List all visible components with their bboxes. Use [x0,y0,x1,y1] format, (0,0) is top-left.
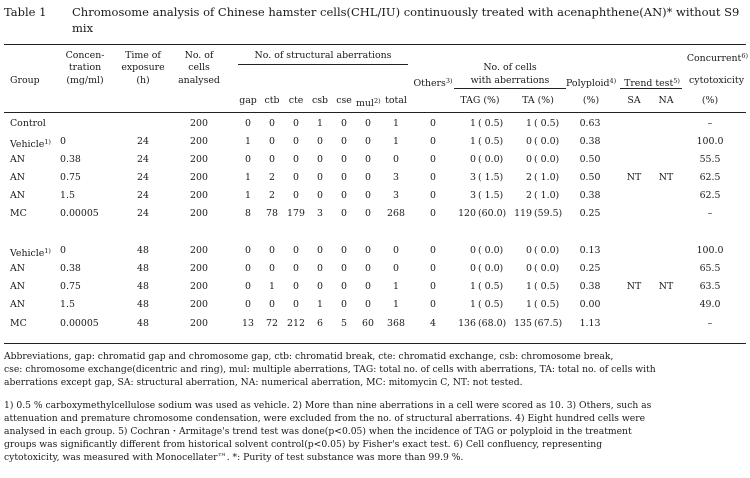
cell-total: 1 [393,299,399,310]
cell-cse: 0 [341,154,347,165]
cell-ta: 0 [526,154,532,165]
cell-ctb: 0 [269,118,275,129]
cell-time: 24 [137,172,149,183]
cell-cells: 200 [190,118,208,129]
table-title: Chromosome analysis of Chinese hamster cells(CHL/IU) continuously treated with acenaphthene(AN)* without S9 mix [72,5,740,35]
cell-cells: 200 [190,172,208,183]
cell-mul: 0 [365,190,371,201]
header-concurrent-3: (%) [701,95,719,106]
cell-ta-pct: ( 1.0) [534,172,560,183]
cell-gap: 0 [245,263,251,274]
cell-group [10,118,46,130]
cell-group [10,281,25,293]
cell-ta-pct: ( 1.0) [534,190,560,201]
header-polyploid [566,75,616,90]
cell-cse: 0 [341,118,347,129]
cell-cte: 0 [293,136,299,147]
header-polyploid-label: Polyploid [566,78,610,89]
cell-tag: 0 [470,263,476,274]
cell-cse: 0 [341,190,347,201]
cell-time: 48 [137,318,149,329]
cell-mul: 0 [365,299,371,310]
cell-total: 368 [387,318,405,329]
cell-cte: 0 [293,245,299,256]
cell-others: 0 [430,245,436,256]
cell-group-label: Control [10,118,46,129]
cell-group-label: AN [10,263,25,274]
footnote-line: analysed in each group. 5) Cochran・Armitage's trend test was done(p<0.05) when the incidence of TAG or polyploid in the treatment [4,426,632,437]
cell-cse: 0 [341,136,347,147]
cell-cells: 200 [190,281,208,292]
cell-ta: 2 [526,190,532,201]
cell-ta: 1 [526,118,532,129]
cell-ta-pct: ( 0.0) [534,263,560,274]
header-trend-label: Trend test [624,78,674,89]
cell-total: 0 [393,154,399,165]
cell-cells: 200 [190,190,208,201]
cell-gap: 1 [245,136,251,147]
cell-total: 1 [393,118,399,129]
cell-mul: 0 [365,136,371,147]
cell-tag-pct: ( 0.0) [478,154,504,165]
cell-conc: 0.75 [60,172,81,183]
cell-sa: NT [626,281,642,292]
cell-tag: 1 [470,299,476,310]
cell-poly: 0.38 [579,136,601,147]
header-csb: csb [311,95,329,106]
header-conc-2: tration [68,62,102,73]
cell-ctb: 1 [269,281,275,292]
cell-csb: 0 [317,136,323,147]
cell-csb: 0 [317,172,323,183]
header-total: total [385,95,407,106]
cell-ta-pct: (59.5) [534,208,563,219]
cell-poly: 0.50 [579,172,601,183]
cell-poly: 1.13 [579,318,601,329]
cell-cells: 200 [190,136,208,147]
cell-mul: 0 [365,263,371,274]
cell-ctb: 2 [269,190,275,201]
cell-cse: 0 [341,208,347,219]
cell-ta: 119 [514,208,532,219]
cell-conc: 0 [60,136,66,147]
cell-tag: 136 [458,318,476,329]
cell-ta-pct: ( 0.5) [534,118,560,129]
cell-tag-pct: ( 0.5) [478,118,504,129]
footnote-line: groups was significantly different from historical solvent control(p<0.05) by Fisher's exact test. 6) Cell confluency, representing [4,439,603,450]
cell-time: 48 [137,245,149,256]
cell-group-label: AN [10,154,25,165]
cell-cse: 0 [341,281,347,292]
cell-cyto: – [707,318,713,329]
cell-conc: 0.38 [60,154,81,165]
cell-cse: 5 [341,318,347,329]
cell-cells: 200 [190,318,208,329]
cell-cyto: 63.5 [699,281,721,292]
cell-ta-pct: ( 0.0) [534,136,560,147]
header-others-sup: 3) [445,77,453,85]
cell-ta-pct: ( 0.0) [534,245,560,256]
cell-csb: 3 [317,208,323,219]
cell-time: 24 [137,190,149,201]
cell-tag-pct: ( 0.5) [478,299,504,310]
cell-gap: 0 [245,299,251,310]
cell-cte: 0 [293,281,299,292]
cell-poly: 0.25 [579,263,601,274]
cell-time: 48 [137,263,149,274]
cell-tag: 0 [470,154,476,165]
cell-conc: 0.00005 [60,318,99,329]
cell-gap: 1 [245,190,251,201]
header-concurrent-sup: 6) [741,52,748,60]
cell-ctb: 0 [269,299,275,310]
footnote-line: 1) 0.5 % carboxymethylcellulose sodium was used as vehicle. 2) More than nine aberrations in a cell were scored as 10. 3) Others, such as [4,400,652,411]
cell-ta: 2 [526,172,532,183]
cell-group-label: AN [10,190,25,201]
cell-tag: 3 [470,172,476,183]
cell-cse: 0 [341,299,347,310]
cell-others: 0 [430,154,436,165]
cell-ctb: 2 [269,172,275,183]
header-structural-underline [238,64,408,65]
cell-group [10,318,27,330]
cell-cte: 179 [287,208,305,219]
cell-total: 3 [393,172,399,183]
header-cells-3: analysed [178,75,220,86]
footnote-line: attenuation and premature chromosome condensation, were excluded from the no. of structural aberrations. 4) Eight hundred cells were [4,413,646,424]
header-sa: SA [627,95,641,106]
cell-group-label: AN [10,172,25,183]
header-time-3: (h) [136,75,150,86]
cell-cse: 0 [341,263,347,274]
header-cells-2: cells [188,62,210,73]
cell-cte: 0 [293,263,299,274]
table-number: Table 1 [4,5,47,19]
cell-group [10,208,27,220]
cell-csb: 6 [317,318,323,329]
cell-csb: 0 [317,263,323,274]
cell-time: 24 [137,136,149,147]
cell-conc: 0 [60,245,66,256]
cell-group [10,245,51,260]
cell-tag: 1 [470,136,476,147]
cell-cyto: 65.5 [699,263,721,274]
cell-others: 0 [430,118,436,129]
cell-total: 1 [393,281,399,292]
cell-gap: 0 [245,154,251,165]
cell-mul: 0 [365,281,371,292]
cell-ta: 0 [526,136,532,147]
cell-conc: 0.75 [60,281,81,292]
cell-ctb: 0 [269,136,275,147]
header-cells-1: No. of [184,50,214,61]
header-gap: gap [239,95,257,106]
cell-others: 0 [430,263,436,274]
cell-gap: 0 [245,245,251,256]
cell-conc: 0.00005 [60,208,99,219]
header-na: NA [658,95,674,106]
cell-tag-pct: (60.0) [478,208,507,219]
cell-cte: 212 [287,318,305,329]
cell-tag: 1 [470,118,476,129]
header-group: Group [10,75,40,86]
cell-group-label: Vehicle [10,248,45,259]
cell-group [10,136,51,151]
cell-group-label: MC [10,208,27,219]
cell-conc: 1.5 [60,190,75,201]
cell-cse: 0 [341,172,347,183]
cell-cyto: 62.5 [699,172,721,183]
cell-ctb: 0 [269,263,275,274]
footnote-line: Abbreviations, gap: chromatid gap and chromosome gap, ctb: chromatid break, cte: chromatid exchange, csb: chromosome break, [4,351,614,362]
cell-csb: 0 [317,154,323,165]
cell-na: NT [658,281,674,292]
cell-gap: 13 [242,318,254,329]
header-cte: cte [288,95,304,106]
footnote-line: cse: chromosome exchange(dicentric and ring), mul: multiple aberrations, TAG: total no. of cells with aberrations, TA: total no. of cells with [4,364,656,375]
cell-poly: 0.50 [579,154,601,165]
bottom-rule [4,343,746,344]
cell-cells: 200 [190,154,208,165]
cell-cells: 200 [190,263,208,274]
cell-conc: 0.38 [60,263,81,274]
cell-time: 48 [137,299,149,310]
cell-group-label: MC [10,318,27,329]
cell-group-label: Vehicle [10,139,45,150]
cell-tag: 3 [470,190,476,201]
cell-others: 0 [430,136,436,147]
cell-tag-pct: ( 1.5) [478,190,504,201]
cell-tag-pct: ( 0.0) [478,245,504,256]
cell-poly: 0.38 [579,190,601,201]
cell-mul: 0 [365,208,371,219]
header-trend-sup: 5) [673,77,680,85]
cell-cyto: 100.0 [696,136,724,147]
cell-mul: 0 [365,118,371,129]
cell-ta: 1 [526,299,532,310]
cell-na: NT [658,172,674,183]
cell-cyto: – [707,118,713,129]
header-trend-underline [620,88,682,89]
cell-others: 0 [430,281,436,292]
cell-cells: 200 [190,299,208,310]
cell-tag-pct: ( 0.5) [478,136,504,147]
cell-ta-pct: ( 0.5) [534,281,560,292]
cell-total: 0 [393,245,399,256]
cell-others: 0 [430,299,436,310]
top-rule [4,44,746,45]
cell-csb: 1 [317,299,323,310]
cell-group-sup: 1) [44,138,51,146]
cell-cyto: 62.5 [699,190,721,201]
cell-cells: 200 [190,208,208,219]
header-mul-label: mul [356,98,374,109]
cell-mul: 0 [365,172,371,183]
cell-ta-pct: ( 0.0) [534,154,560,165]
cell-tag: 0 [470,245,476,256]
cell-cte: 0 [293,299,299,310]
cell-ctb: 72 [266,318,278,329]
cell-csb: 0 [317,190,323,201]
cell-tag-pct: ( 1.5) [478,172,504,183]
cell-others: 4 [430,318,436,329]
cell-gap: 1 [245,172,251,183]
cell-group [10,172,25,184]
cell-ta: 0 [526,263,532,274]
cell-mul: 0 [365,154,371,165]
cell-total: 268 [387,208,405,219]
cell-tag-pct: ( 0.0) [478,263,504,274]
cell-ctb: 78 [266,208,278,219]
cell-total: 3 [393,190,399,201]
cell-group [10,154,25,166]
cell-group [10,263,25,275]
cell-group-label: AN [10,281,25,292]
cell-time: 24 [137,208,149,219]
header-polyploid-sup: 4) [609,77,617,85]
cell-others: 0 [430,190,436,201]
header-conc-1: Concen- [65,50,105,61]
cell-others: 0 [430,172,436,183]
cell-poly: 0.25 [579,208,601,219]
header-cells-with-underline [454,88,566,89]
cell-time: 48 [137,281,149,292]
cell-group-label: AN [10,299,25,310]
cell-group [10,190,25,202]
cell-cyto: 55.5 [699,154,721,165]
footnote-line: aberrations except gap, SA: structural aberration, NA: numerical aberration, MC: mitomycin C, NT: not tested. [4,377,523,388]
cell-tag: 1 [470,281,476,292]
cell-mul: 0 [365,245,371,256]
cell-mul: 60 [362,318,374,329]
header-ctb: ctb [264,95,280,106]
header-cse: cse [336,95,352,106]
cell-tag: 120 [458,208,476,219]
header-concurrent-label: Concurrent [686,53,742,64]
header-mul [356,95,380,110]
header-structural-group: No. of structural aberrations [254,50,392,61]
cell-csb: 1 [317,118,323,129]
cell-cyto: 49.0 [699,299,721,310]
header-cells-with-1: No. of cells [483,62,537,73]
cell-cte: 0 [293,154,299,165]
cell-csb: 0 [317,245,323,256]
cell-time: 24 [137,154,149,165]
header-concurrent-1 [680,50,748,65]
header-others-label: Others [413,78,446,89]
cell-sa: NT [626,172,642,183]
cell-gap: 0 [245,281,251,292]
header-polyploid-unit: (%) [582,95,600,106]
cell-ta: 1 [526,281,532,292]
cell-total: 0 [393,263,399,274]
cell-cells: 200 [190,245,208,256]
cell-poly: 0.63 [579,118,601,129]
header-cells-with-2: with aberrations [470,75,550,86]
header-conc-3: (mg/ml) [66,75,104,86]
header-mul-sup: 2) [373,97,381,105]
cell-ctb: 0 [269,154,275,165]
cell-poly: 0.00 [579,299,601,310]
header-tag: TAG (%) [460,95,500,106]
cell-group [10,299,25,311]
cell-group-sup: 1) [44,247,51,255]
header-rule [4,112,746,113]
cell-cte: 0 [293,190,299,201]
cell-tag-pct: ( 0.5) [478,281,504,292]
cell-conc: 1.5 [60,299,75,310]
cell-poly: 0.38 [579,281,601,292]
cell-cse: 0 [341,245,347,256]
cell-tag-pct: (68.0) [478,318,507,329]
cell-ta-pct: (67.5) [534,318,563,329]
cell-cyto: – [707,208,713,219]
cell-gap: 0 [245,118,251,129]
cell-ctb: 0 [269,245,275,256]
cell-ta: 0 [526,245,532,256]
header-ta: TA (%) [522,95,554,106]
footnote-line: cytotoxicity, was measured with Monocellater™. *: Purity of test substance was more than 99.9 %. [4,452,464,463]
cell-cte: 0 [293,172,299,183]
cell-poly: 0.13 [579,245,601,256]
cell-others: 0 [430,208,436,219]
header-time-2: exposure [121,62,165,73]
cell-csb: 0 [317,281,323,292]
cell-cyto: 100.0 [696,245,724,256]
cell-ta: 135 [514,318,532,329]
header-time-1: Time of [125,50,161,61]
header-concurrent-2: cytotoxicity [689,75,744,86]
cell-total: 1 [393,136,399,147]
cell-gap: 8 [245,208,251,219]
cell-ta-pct: ( 0.5) [534,299,560,310]
cell-cte: 0 [293,118,299,129]
